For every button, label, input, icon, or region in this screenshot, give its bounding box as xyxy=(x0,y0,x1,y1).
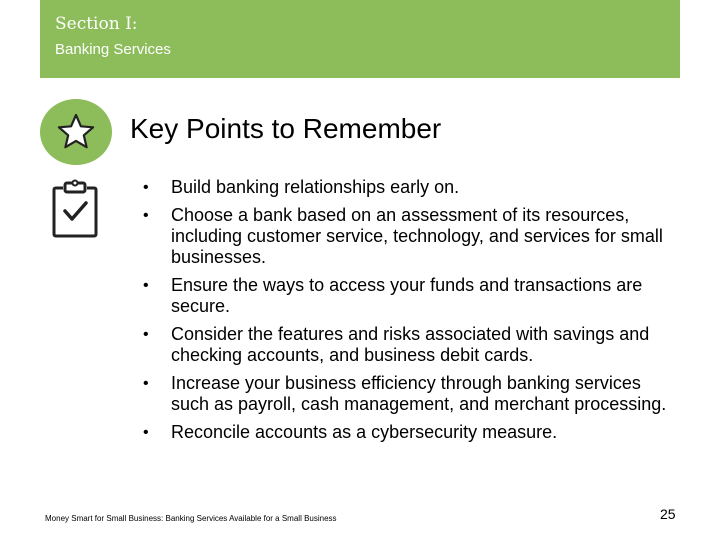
key-points-list xyxy=(130,177,675,450)
list-item: • Consider the features and risks associated with savings and checking accounts, and business debit cards. xyxy=(143,324,650,365)
page-title: Key Points to Remember xyxy=(130,113,442,144)
list-item: • Increase your business efficiency through banking services such as payroll, cash management, and merchant processing. xyxy=(143,373,667,414)
page-number: 25 xyxy=(660,506,676,522)
footer-text: Money Smart for Small Business: Banking Services Available for a Small Business xyxy=(45,514,337,523)
list-item-text: Choose a bank based on an assessment of its resources, including customer service, technology, and services for small businesses. xyxy=(171,205,663,267)
list-item: • Build banking relationships early on. xyxy=(143,177,460,197)
list-item-text: Increase your business efficiency through banking services such as payroll, cash management, and merchant processing. xyxy=(171,373,667,414)
list-item-text: Ensure the ways to access your funds and transactions are secure. xyxy=(171,275,643,316)
list-item: • Ensure the ways to access your funds and transactions are secure. xyxy=(143,275,643,316)
star-badge xyxy=(40,99,112,165)
list-item: • Reconcile accounts as a cybersecurity measure. xyxy=(143,422,558,442)
list-item: • Choose a bank based on an assessment of its resources, including customer service, technology, and services for small businesses. xyxy=(143,205,663,267)
list-item-text: Reconcile accounts as a cybersecurity measure. xyxy=(171,422,558,442)
section-subtitle: Banking Services xyxy=(55,41,171,58)
section-title: Section I: xyxy=(55,14,138,34)
list-item-text: Consider the features and risks associated with savings and checking accounts, and business debit cards. xyxy=(171,324,650,365)
clipboard-check-icon xyxy=(50,178,100,240)
section-header xyxy=(40,0,680,78)
star-icon xyxy=(56,112,96,152)
list-item-text: Build banking relationships early on. xyxy=(171,177,460,197)
